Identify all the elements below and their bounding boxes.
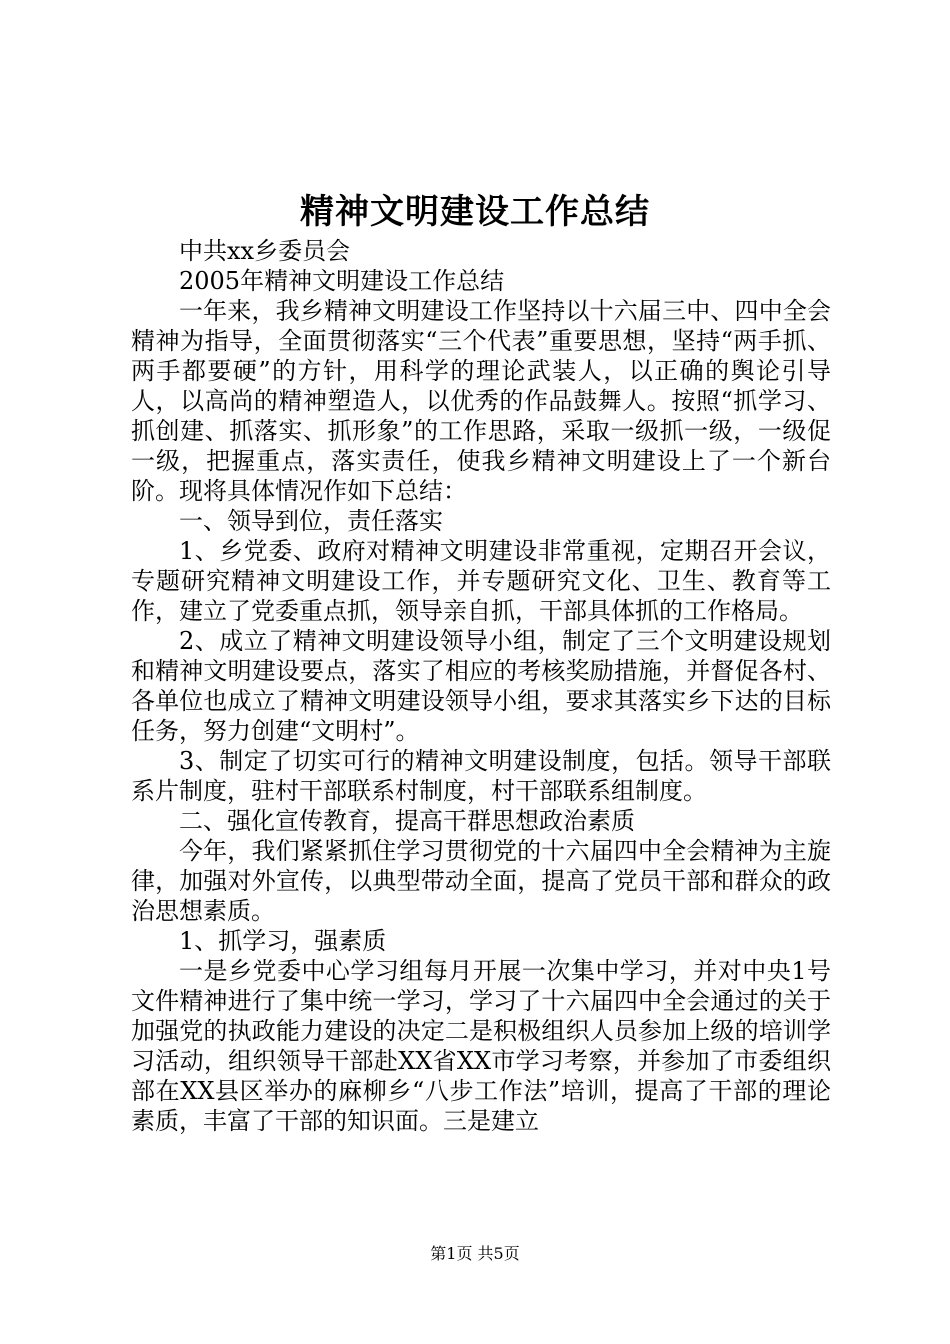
- paragraph-item: 1、乡党委、政府对精神文明建设非常重视，定期召开会议，专题研究精神文明建设工作，并专题研究文化、卫生、教育等工作，建立了党委重点抓，领导亲自抓，干部具体抓的工作格局。: [131, 537, 831, 625]
- section-heading-2: 二、强化宣传教育，提高干群思想政治素质: [179, 807, 635, 835]
- paragraph-subtitle: 2005年精神文明建设工作总结: [179, 267, 505, 295]
- paragraph-item: 3、制定了切实可行的精神文明建设制度，包括。领导干部联系片制度，驻村干部联系村制度，村干部联系组制度。: [131, 747, 831, 805]
- section-heading-1: 一、领导到位，责任落实: [179, 507, 443, 535]
- page-number: 第1页 共5页: [430, 1244, 520, 1263]
- subsection-heading: 1、抓学习，强素质: [179, 927, 387, 955]
- paragraph-intro: 一年来，我乡精神文明建设工作坚持以十六届三中、四中全会精神为指导，全面贯彻落实“三个代表”重要思想，坚持“两手抓、两手都要硬”的方针，用科学的理论武装人，以正确的舆论引导人，以高尚的精神塑造人，以优秀的作品鼓舞人。按照“抓学习、抓创建、抓落实、抓形象”的工作思路，采取一级抓一级，一级促一级，把握重点，落实责任，使我乡精神文明建设上了一个新台阶。现将具体情况作如下总结：: [131, 297, 831, 505]
- document-title: 精神文明建设工作总结: [300, 192, 650, 232]
- paragraph-item: 一是乡党委中心学习组每月开展一次集中学习，并对中央1号文件精神进行了集中统一学习，学习了十六届四中全会通过的关于加强党的执政能力建设的决定二是积极组织人员参加上级的培训学习活动，组织领导干部赴XX省XX市学习考察，并参加了市委组织部在XX县区举办的麻柳乡“八步工作法”培训，提高了干部的理论素质，丰富了干部的知识面。三是建立: [131, 957, 831, 1135]
- document-body: [131, 236, 831, 1136]
- paragraph-item: 2、成立了精神文明建设领导小组，制定了三个文明建设规划和精神文明建设要点，落实了相应的考核奖励措施，并督促各村、各单位也成立了精神文明建设领导小组，要求其落实乡下达的目标任务，努力创建“文明村”。: [131, 627, 831, 745]
- paragraph-item: 今年，我们紧紧抓住学习贯彻党的十六届四中全会精神为主旋律，加强对外宣传，以典型带动全面，提高了党员干部和群众的政治思想素质。: [131, 837, 831, 925]
- paragraph-organization: 中共xx乡委员会: [179, 237, 351, 265]
